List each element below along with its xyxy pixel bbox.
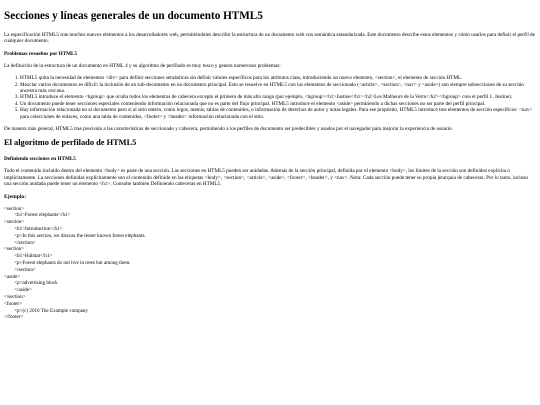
code-line: </section> bbox=[4, 239, 36, 246]
algorithm-heading: El algoritmo de perfilado de HTML5 bbox=[4, 138, 137, 148]
list-item: 3. HTML5 introduce el elemento <hgroup> que oculta todos los elementos de cabecera excepto el primero de más alto rango (por ejemplo, <hgroup><h1>Justine</h1><h2>Les Malheurs de la Vertu</h2></hgroup> crea el perfil 1. Justine). bbox=[20, 94, 536, 100]
defining-sections-heading: Definiendo secciones en HTML5 bbox=[4, 156, 76, 163]
code-line: <footer> bbox=[4, 300, 22, 307]
code-line: <section> bbox=[4, 219, 25, 226]
list-item: 2. Mezclar varios documentos es difícil: la inclusión de un sub-documento en un documento principal. Esto se resuelve en HTML5 con los elementos de seccionado (<article>, <section>, <nav> y <aside>) son siempre subsecciones de su sección ancestra más cercana. bbox=[20, 82, 536, 95]
code-line: <h1>Habitat</h1> bbox=[4, 253, 53, 260]
problems-heading: Problemas resueltos por HTML5 bbox=[4, 50, 78, 57]
code-line: </section> bbox=[4, 266, 36, 273]
code-line: </aside> bbox=[4, 287, 32, 294]
code-line: <p>In this section, we discuss the lesser known forest elephants. bbox=[4, 232, 146, 239]
intro-paragraph: La especificación HTML5 trae muchos nuevos elementos a los desarrolladores web, permitiéndoles describir la estructura de un documento web con semántica estandarizada. Este documento describe estos elementos y cómo usarlos para definir el perfil de cualquier documento. bbox=[4, 32, 535, 45]
code-line: </section> bbox=[4, 294, 26, 301]
code-line: <aside> bbox=[4, 273, 21, 280]
defining-sections-text: Todo el contenido incluido dentro del elemento <body> es parte de una sección. Las secciones en HTML5 pueden ser anidadas. Además de la sección principal, definida por el elemento <body>, los límites de la sección son definidos explícita o implícitamente. La secciones definidas explícitamente son el contenido definido en las etiquetas <body>, <section>, <article>, <aside>, <footer>, <header>, y <nav>. Nota: Cada sección puede tener su propia jerarquía de cabeceras. Por lo tanto, incluso una sección anidada puede tener un elemento <h1>. Consulte también Definiendo cabeceras en HTML5. bbox=[4, 168, 528, 188]
problems-summary: De manera más general, HTML5 trae precisión a las características de seccionado y cabecera, permitiendo a los perfiles de documento ser predecibles y usados por el navegador para mejorar la experiencia de usuario. bbox=[4, 126, 453, 133]
problems-intro: La definición de la estructura de un documento en HTML 4 y su algoritmo de perfilado es muy tosco y genera numerosos problemas: bbox=[4, 62, 281, 69]
list-item: 4. Un documento puede tener secciones especiales conteniendo información relacionada que no es parte del flujo principal. HTML5 introduce el elemento <aside> permitiendo a dichas secciones no ser parte del perfil principal. bbox=[20, 101, 536, 107]
problems-list bbox=[4, 75, 536, 120]
code-line: </footer> bbox=[4, 314, 24, 321]
code-line: <p>(c) 2010 The Example company bbox=[4, 307, 89, 314]
code-line: <section> bbox=[4, 246, 25, 253]
code-line: <p>Forest elephants do not live in trees but among them. bbox=[4, 260, 131, 267]
code-example bbox=[4, 206, 536, 322]
page-title: Secciones y líneas generales de un documento HTML5 bbox=[4, 10, 263, 22]
list-item: 1. HTML5 quita la necesidad de elementos <div> para definir secciones semánticas sin definir valores específicos para los atributos class, introduciendo un nuevo elemento, <section>, el elemento de sección HTML. bbox=[20, 75, 536, 81]
list-item: 5. Hay información relacionada no al documento pero si al sitio entero, como logos, menús, tablas de contenidos, o información de derechos de autor y notas legales. Para ese propósito, HTML5 introduce tres elementos de sección específicos: <nav> para colecciones de enlaces, como una tabla de contenidos, <footer> y <header> información relacionada con el sitio. bbox=[20, 107, 536, 120]
code-line: <h1>Introduction</h1> bbox=[4, 226, 63, 233]
code-line: <section> bbox=[4, 205, 25, 212]
example-label: Ejemplo: bbox=[4, 193, 27, 200]
code-line: <p>advertising block bbox=[4, 280, 58, 287]
code-line: <h1>Forest elephants</h1> bbox=[4, 212, 71, 219]
